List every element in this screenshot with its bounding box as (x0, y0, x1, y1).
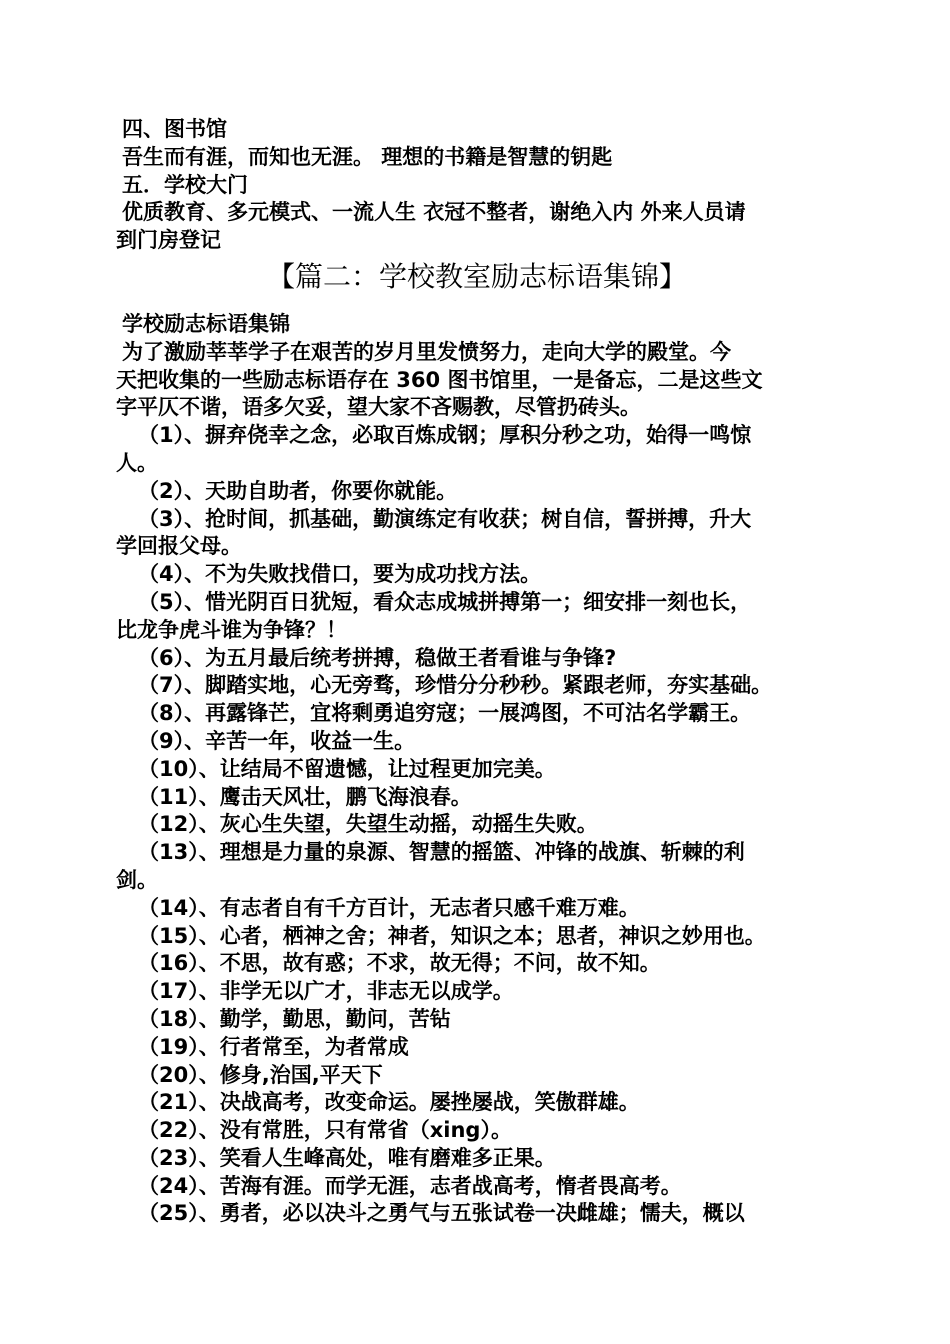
text-line: （3）、抢时间，抓基础，勤演练定有收获；树自信，誓拼搏，升大 (138, 506, 752, 531)
text-line: （24）、苦海有涯。而学无涯，志者战高考，惰者畏高考。 (138, 1173, 682, 1198)
text-line: （17）、非学无以广才，非志无以成学。 (138, 979, 514, 1004)
text-line: （6）、为五月最后统考拼搏，稳做王者看谁与争锋? (138, 645, 617, 670)
text-line: （5）、惜光阴百日犹短，看众志成城拼搏第一；细安排一刻也长， (138, 589, 752, 614)
text-line: （7）、脚踏实地，心无旁骛，珍惜分分秒秒。紧跟老师，夯实基础。 (138, 673, 773, 698)
text-line: （2）、天助自助者，你要你就能。 (138, 478, 458, 503)
text-line: （15）、心者，栖神之舍；神者，知识之本；思者，神识之妙用也。 (138, 923, 766, 948)
text-line: 为了激励莘莘学子在艰苦的岁月里发愤努力，走向大学的殿堂。今 (122, 339, 731, 364)
text-line: （25）、勇者，必以决斗之勇气与五张试卷一决雌雄；懦夫，概以 (138, 1201, 745, 1226)
text-line: 到门房登记 (116, 228, 221, 253)
text-line: 天把收集的一些励志标语存在 360 图书馆里，一是备忘，二是这些文 (116, 367, 763, 392)
text-line: （16）、不思，故有惑；不求，故无得；不问，故不知。 (138, 951, 661, 976)
text-line: 优质教育、多元模式、一流人生 衣冠不整者，谢绝入内 外来人员请 (122, 200, 746, 225)
section-title: 【篇二：学校教室励志标语集锦】 (266, 259, 687, 293)
text-line: （13）、理想是力量的泉源、智慧的摇篮、冲锋的战旗、斩棘的利 (138, 840, 745, 865)
text-line: （14）、有志者自有千方百计，无志者只感千难万难。 (138, 895, 640, 920)
text-line: 学校励志标语集锦 (122, 311, 290, 336)
text-line: 人。 (116, 450, 158, 475)
text-line: 四、图书馆 (122, 117, 227, 141)
text-line: 学回报父母。 (116, 534, 242, 559)
text-line: 五．学校大门 (122, 172, 248, 197)
text-line: （22）、没有常胜，只有常省（xing）。 (138, 1118, 512, 1143)
text-line: （18）、勤学，勤思，勤问，苦钻 (138, 1006, 451, 1031)
text-line: （12）、灰心生失望，失望生动摇，动摇生失败。 (138, 812, 598, 837)
text-line: 字平仄不谐，语多欠妥，望大家不吝赐教，尽管扔砖头。 (116, 395, 641, 420)
text-line: （21）、决战高考，改变命运。屡挫屡战，笑傲群雄。 (138, 1090, 640, 1115)
text-line: （19）、行者常至，为者常成 (138, 1034, 409, 1059)
text-line: （4）、不为失败找借口，要为成功找方法。 (138, 562, 542, 587)
text-line: （20）、修身,治国,平天下 (138, 1062, 383, 1087)
section-one-tail (116, 116, 838, 255)
text-line: 吾生而有涯，而知也无涯。 理想的书籍是智慧的钥匙 (122, 144, 613, 169)
text-line: （23）、笑看人生峰高处，唯有磨难多正果。 (138, 1145, 556, 1170)
document-page (116, 116, 838, 1228)
section-two-body (116, 311, 838, 1228)
text-line: （1）、摒弃侥幸之念，必取百炼成钢；厚积分秒之功，始得一鸣惊 (138, 423, 752, 448)
text-line: 剑。 (116, 867, 158, 892)
text-line: （8）、再露锋芒，宜将剩勇追穷寇；一展鸿图，不可沽名学霸王。 (138, 701, 752, 726)
text-line: （11）、鹰击天风壮，鹏飞海浪春。 (138, 784, 472, 809)
text-line: （9）、辛苦一年，收益一生。 (138, 728, 416, 753)
text-line: （10）、让结局不留遗憾，让过程更加完美。 (138, 756, 556, 781)
text-line: 比龙争虎斗谁为争锋？！ (116, 617, 347, 642)
